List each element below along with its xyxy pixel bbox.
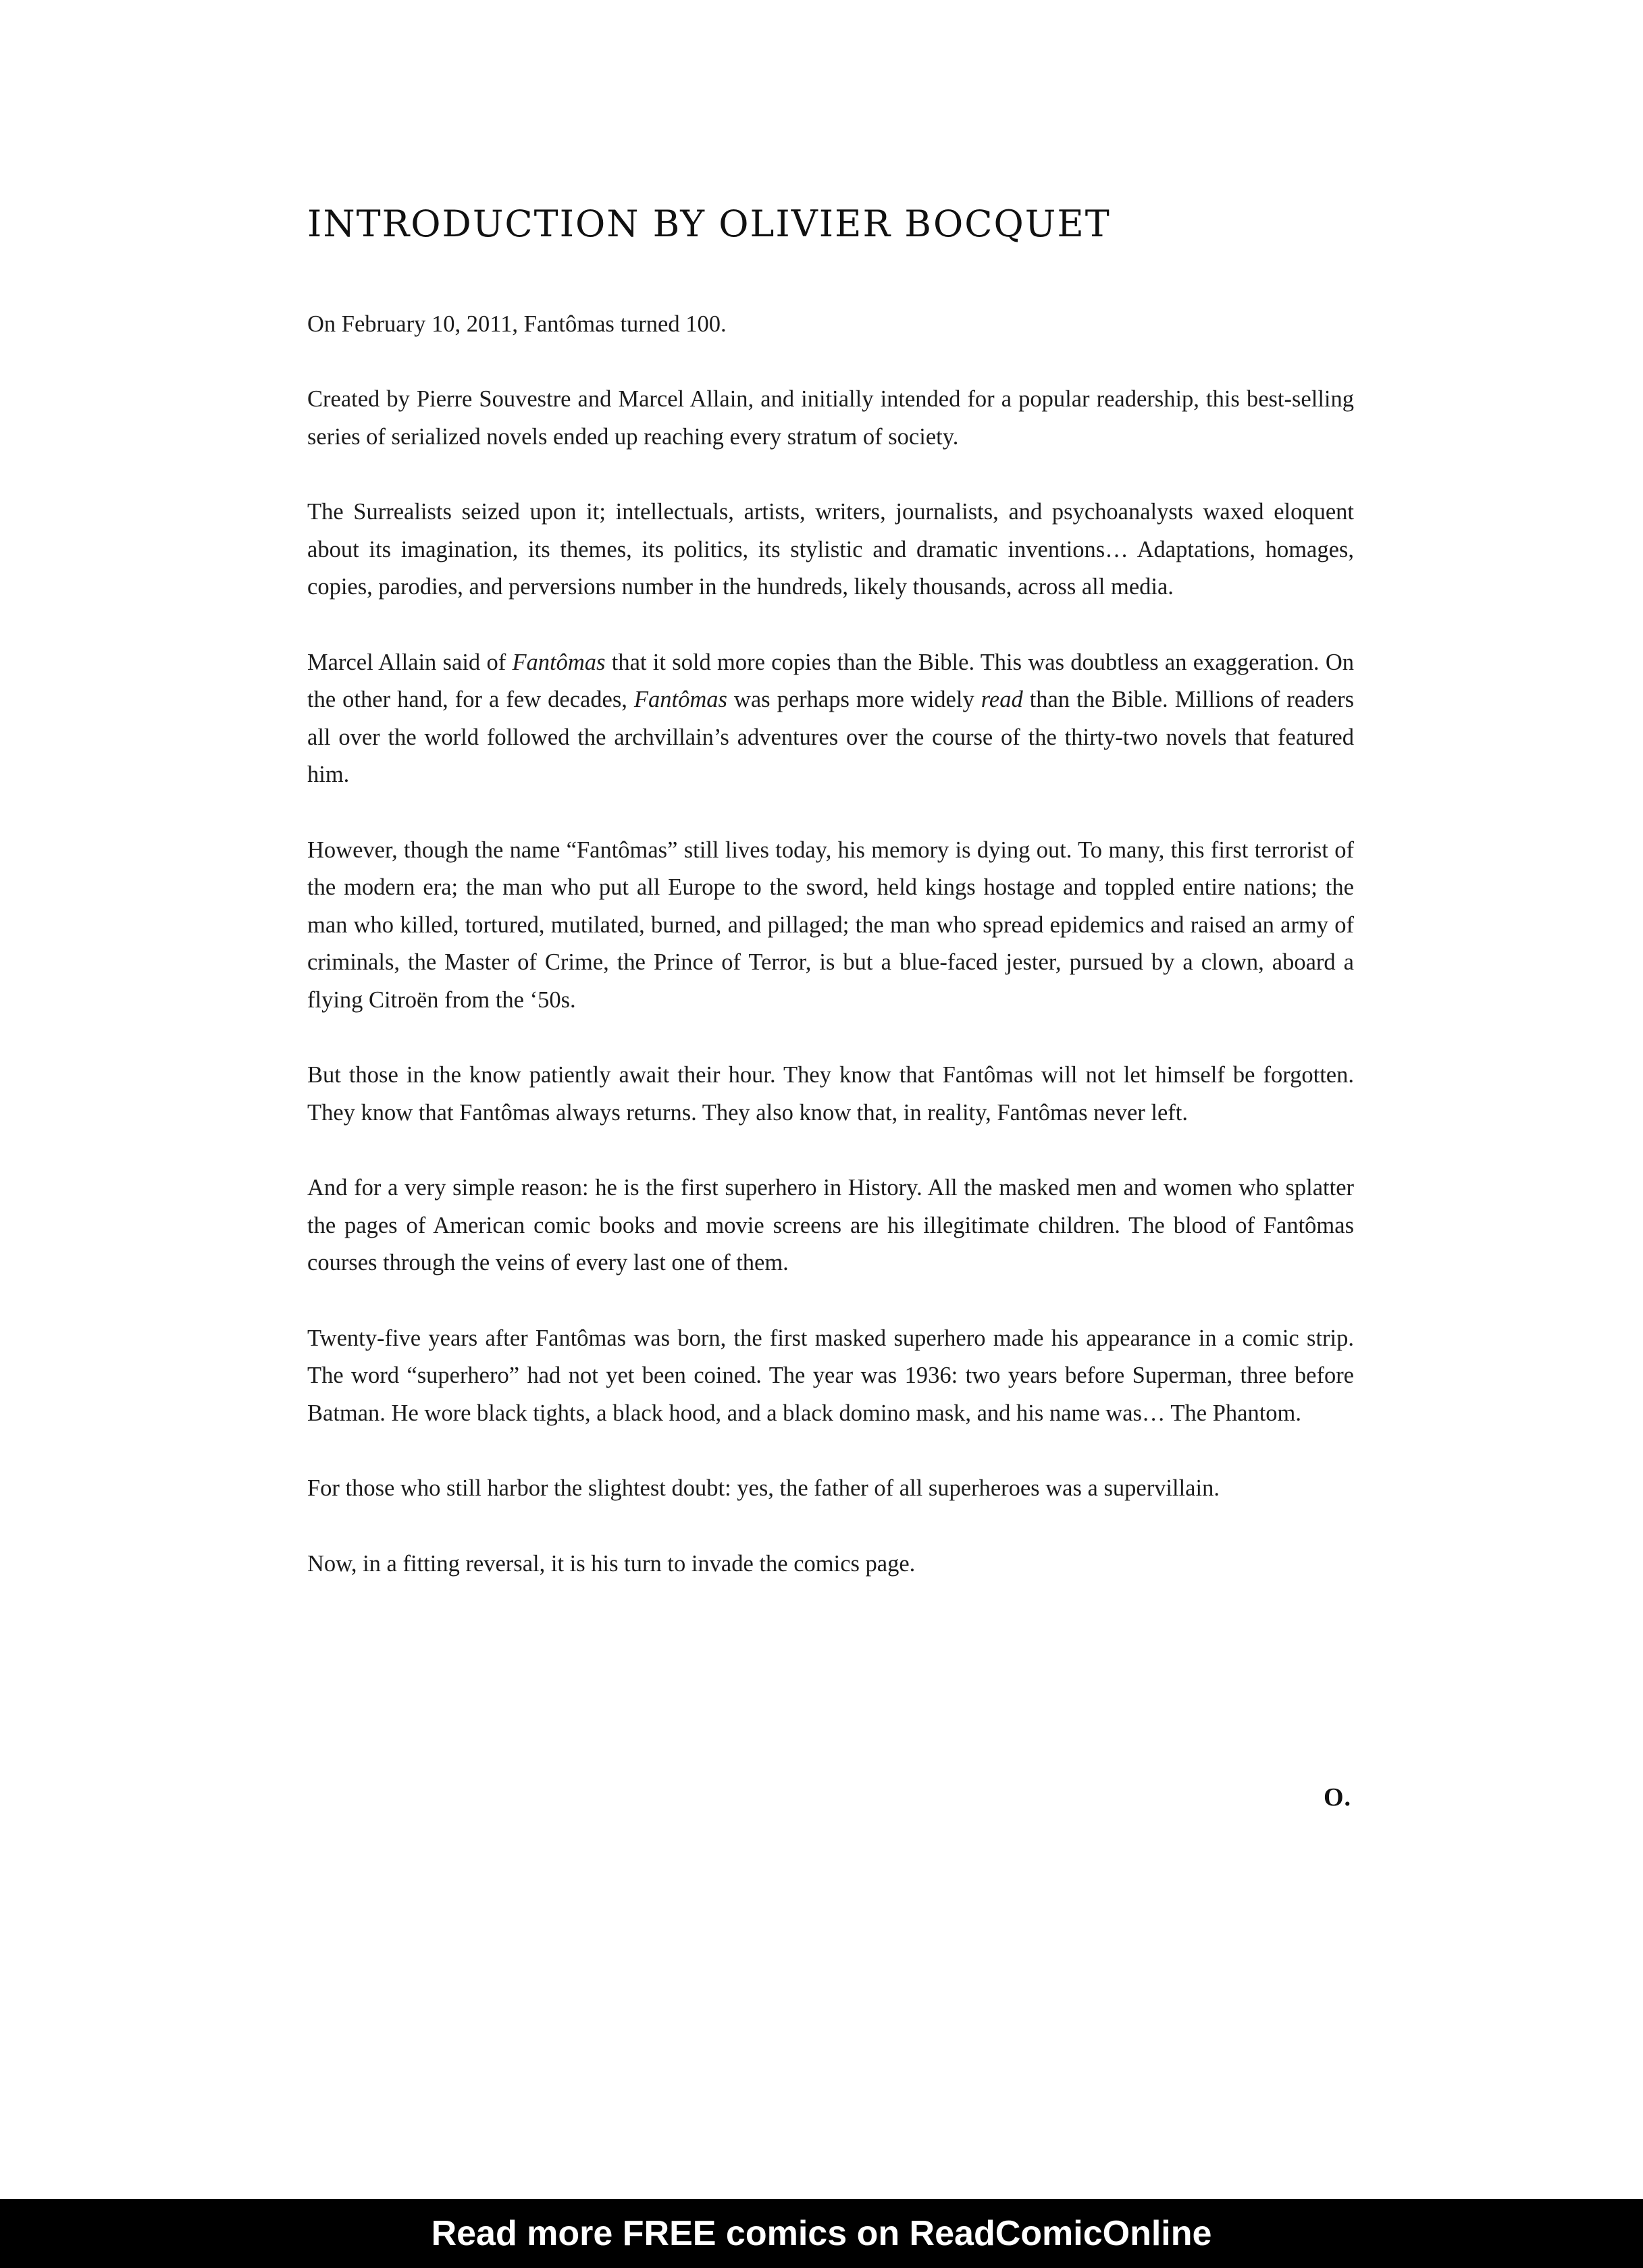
paragraph-4-italic-title-1: Fantômas xyxy=(512,649,606,675)
paragraph-10: Now, in a fitting reversal, it is his turn to invade the comics page. xyxy=(307,1550,916,1577)
paragraph-4-text-c: that it sold more copies than the Bible. This was doubtless an exaggeration. On the other hand, for a few decades, xyxy=(307,649,1354,713)
promo-banner[interactable] xyxy=(0,2199,1643,2268)
paragraph-4-text-g: than the Bible. Millions of readers all over the world followed the archvillain’s adventures over the course of the thirty-two novels that featured him. xyxy=(307,687,1354,788)
paragraph-6: But those in the know patiently await their hour. They know that Fantômas will not let himself be forgotten. They know that Fantômas always returns. They also know that, in reality, Fantômas never left. xyxy=(307,1062,1354,1126)
paragraph-4 xyxy=(307,644,1354,794)
paragraph-4-italic-read: read xyxy=(981,687,1023,713)
paragraph-7: And for a very simple reason: he is the first superhero in History. All the masked men and women who splatter the pages of American comic books and movie screens are his illegitimate children. The blood of Fantômas courses through the veins of every last one of them. xyxy=(307,1175,1354,1276)
paragraph-4-text-a: Marcel Allain said of xyxy=(307,649,513,675)
introduction-page xyxy=(307,203,1354,1620)
paragraph-3: The Surrealists seized upon it; intellectuals, artists, writers, journalists, and psychoanalysts waxed eloquent about its imagination, its themes, its politics, its stylistic and dramatic inventions… Adaptations, homages, copies, parodies, and perversions number in the hundreds, likely thousands, across all media. xyxy=(307,499,1354,600)
paragraph-5: However, though the name “Fantômas” still lives today, his memory is dying out. To many, this first terrorist of the modern era; the man who put all Europe to the sword, held kings hostage and toppled entire nations; the man who killed, tortured, mutilated, burned, and pillaged; the man who spread epidemics and raised an army of criminals, the Master of Crime, the Prince of Terror, is but a blue-faced jester, pursued by a clown, aboard a flying Citroën from the ‘50s. xyxy=(307,837,1354,1013)
paragraph-4-text-e: was perhaps more widely xyxy=(727,687,981,713)
author-signature: O. xyxy=(1324,1783,1352,1812)
paragraph-4-italic-title-2: Fantômas xyxy=(633,687,727,713)
paragraph-8: Twenty-five years after Fantômas was born, the first masked superhero made his appearance in a comic strip. The word “superhero” had not yet been coined. The year was 1936: two years before Superman, three before Batman. He wore black tights, a black hood, and a black domino mask, and his name was… The Phantom. xyxy=(307,1325,1354,1426)
page-title: INTRODUCTION BY OLIVIER BOCQUET xyxy=(307,203,1111,245)
paragraph-9: For those who still harbor the slightest doubt: yes, the father of all superheroes was a supervillain. xyxy=(307,1475,1220,1502)
paragraph-2: Created by Pierre Souvestre and Marcel Allain, and initially intended for a popular readership, this best-selling series of serialized novels ended up reaching every stratum of society. xyxy=(307,386,1354,450)
promo-banner-text[interactable]: Read more FREE comics on ReadComicOnline xyxy=(431,2214,1212,2253)
paragraph-1: On February 10, 2011, Fantômas turned 100. xyxy=(307,311,727,337)
